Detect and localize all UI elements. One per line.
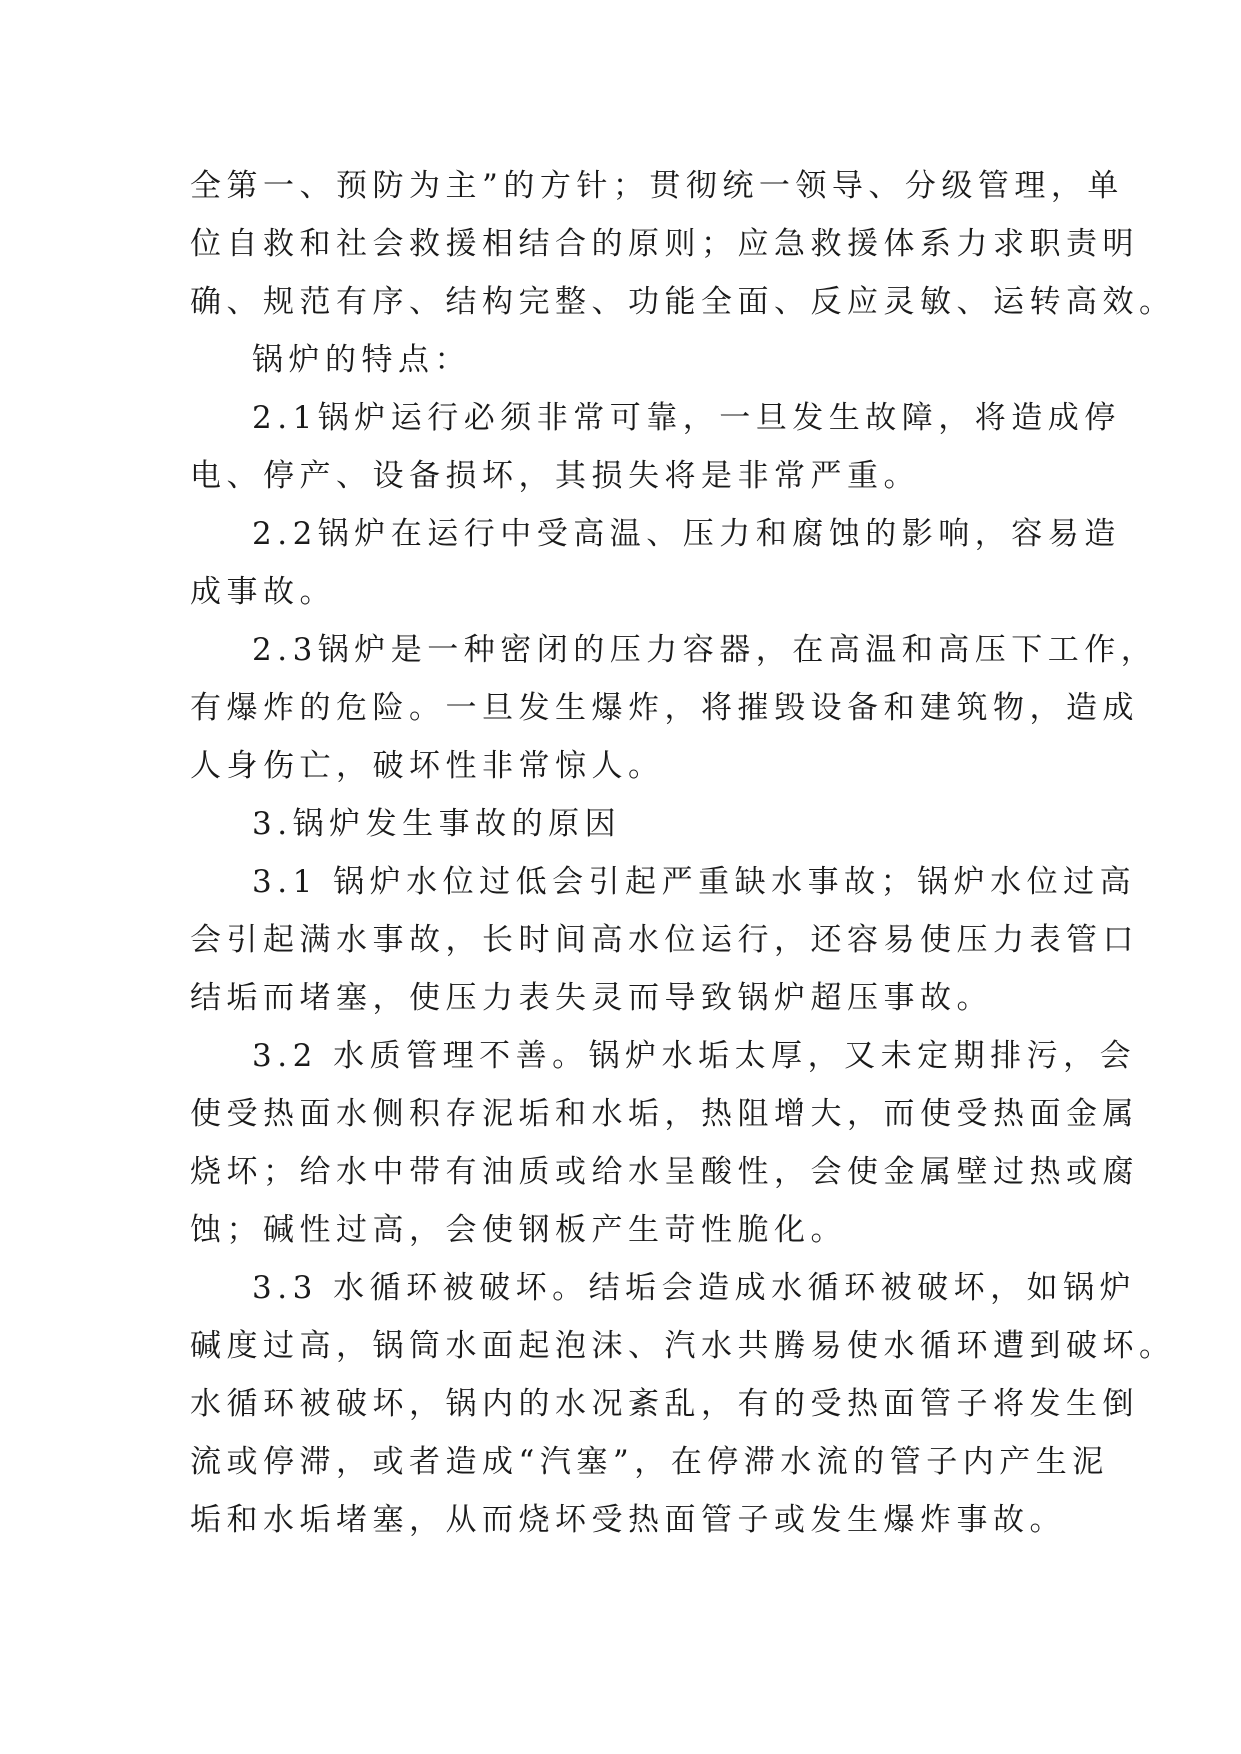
text-line: 3.1 锅炉水位过低会引起严重缺水事故；锅炉水位过高 xyxy=(252,864,1137,900)
text-line: 蚀；碱性过高，会使钢板产生苛性脆化。 xyxy=(190,1212,847,1248)
text-line: 垢和水垢堵塞，从而烧坏受热面管子或发生爆炸事故。 xyxy=(190,1502,1066,1538)
text-line: 碱度过高，锅筒水面起泡沫、汽水共腾易使水循环遭到破坏。 xyxy=(190,1328,1176,1364)
text-line: 2.3锅炉是一种密闭的压力容器，在高温和高压下工作， xyxy=(252,632,1158,668)
text-line: 3.2 水质管理不善。锅炉水垢太厚，又未定期排污，会 xyxy=(252,1038,1137,1074)
text-line: 使受热面水侧积存泥垢和水垢，热阻增大，而使受热面金属 xyxy=(190,1096,1139,1132)
text-line: 位自救和社会救援相结合的原则；应急救援体系力求职责明 xyxy=(190,226,1139,262)
text-line: 确、规范有序、结构完整、功能全面、反应灵敏、运转高效。 xyxy=(190,284,1176,320)
text-line: 人身伤亡，破坏性非常惊人。 xyxy=(190,748,665,784)
text-line: 成事故。 xyxy=(190,574,336,610)
text-line: 会引起满水事故，长时间高水位运行，还容易使压力表管口 xyxy=(190,922,1139,958)
text-line: 水循环被破坏，锅内的水况紊乱，有的受热面管子将发生倒 xyxy=(190,1386,1139,1422)
text-line: 2.1锅炉运行必须非常可靠，一旦发生故障，将造成停 xyxy=(252,400,1121,436)
text-line: 烧坏；给水中带有油质或给水呈酸性，会使金属壁过热或腐 xyxy=(190,1154,1139,1190)
text-line: 电、停产、设备损坏，其损失将是非常严重。 xyxy=(190,458,920,494)
text-line: 有爆炸的危险。一旦发生爆炸，将摧毁设备和建筑物，造成 xyxy=(190,690,1139,726)
text-line: 流或停滞，或者造成“汽塞”，在停滞水流的管子内产生泥 xyxy=(190,1444,1109,1480)
text-line: 全第一、预防为主”的方针；贯彻统一领导、分级管理，单 xyxy=(190,168,1124,204)
text-line: 2.2锅炉在运行中受高温、压力和腐蚀的影响，容易造 xyxy=(252,516,1121,552)
text-line: 3.3 水循环被破坏。结垢会造成水循环被破坏，如锅炉 xyxy=(252,1270,1137,1306)
section-heading: 3.锅炉发生事故的原因 xyxy=(252,806,622,842)
section-heading: 锅炉的特点： xyxy=(252,342,471,378)
text-line: 结垢而堵塞，使压力表失灵而导致锅炉超压事故。 xyxy=(190,980,993,1016)
